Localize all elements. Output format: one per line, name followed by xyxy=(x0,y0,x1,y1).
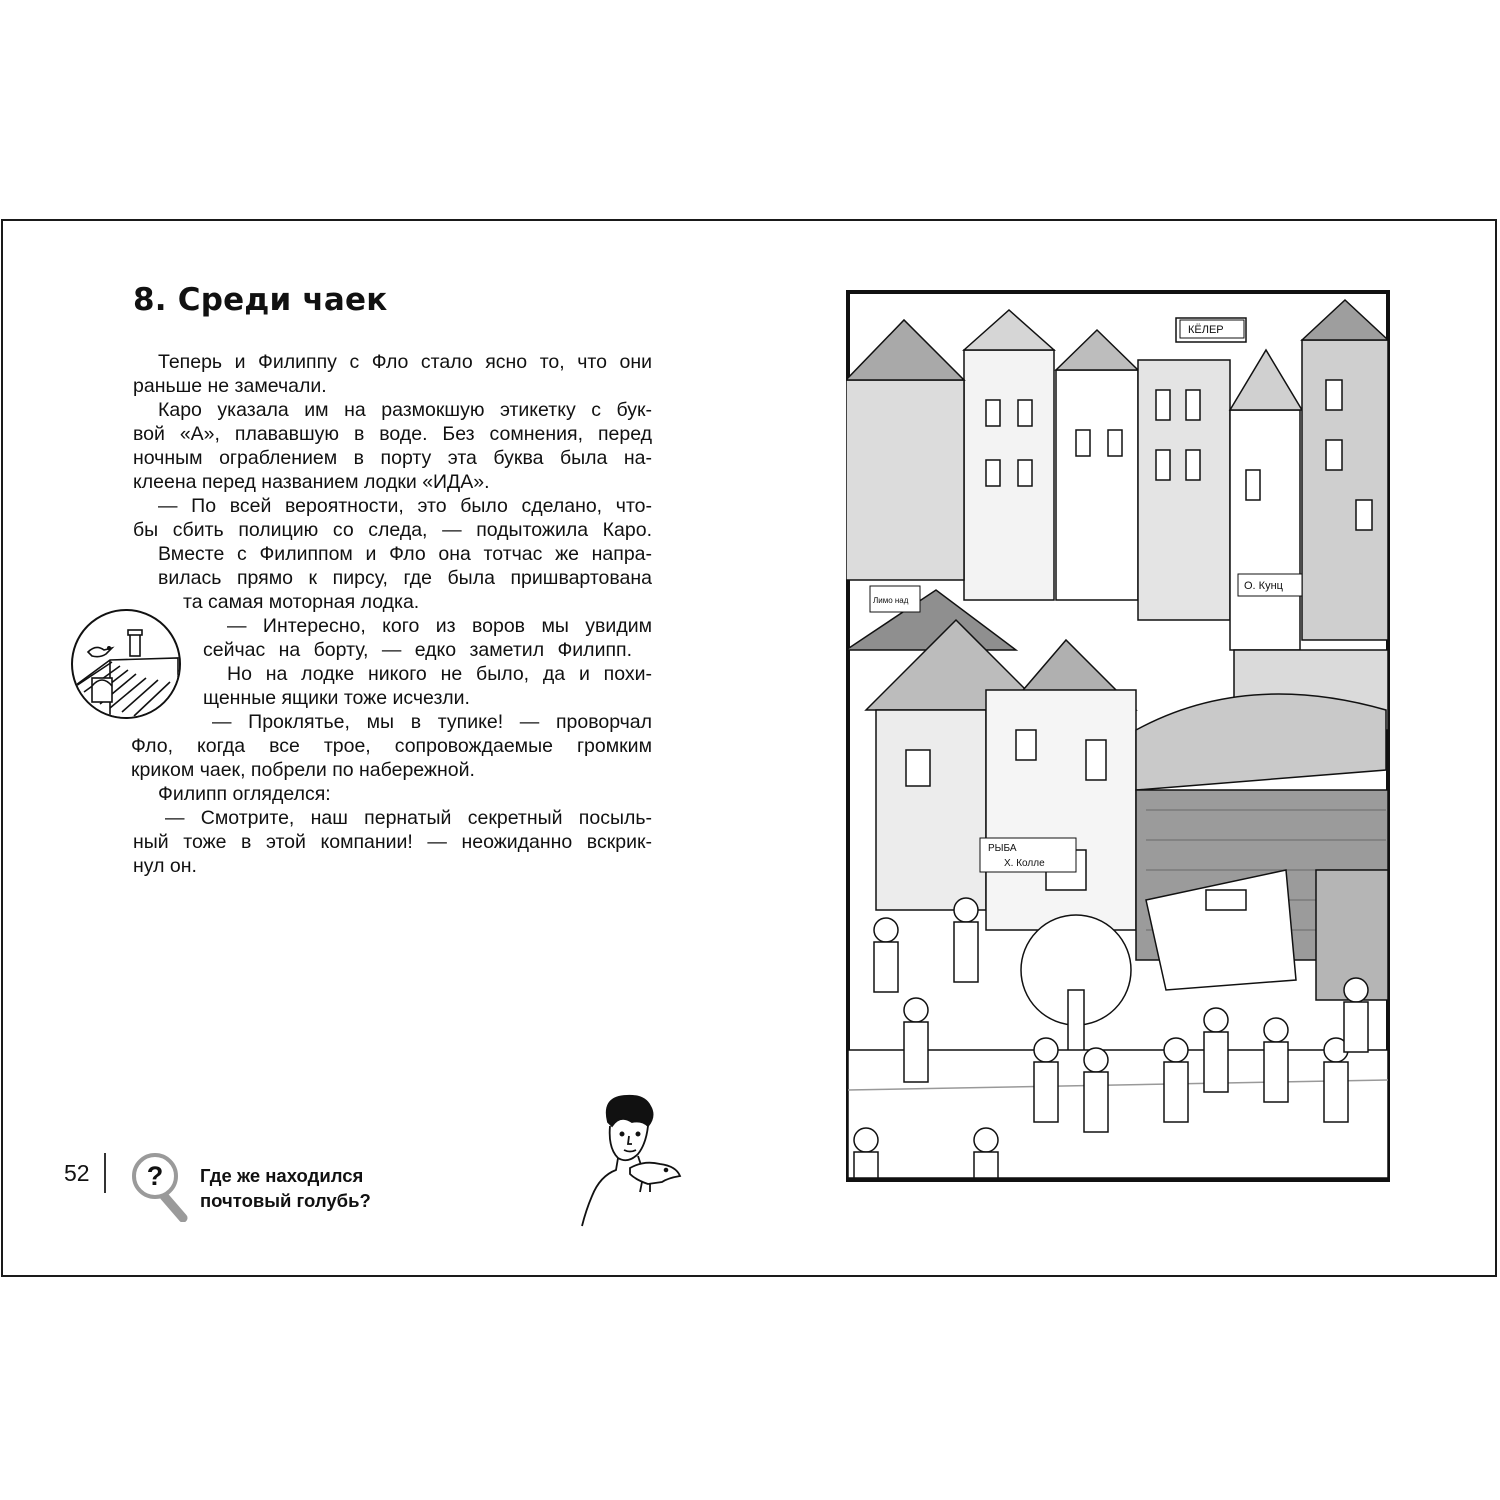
riddle-question-line-1: Где же находился xyxy=(200,1165,364,1186)
story-line: — По всей вероятности, это было сделано, что- xyxy=(158,495,652,517)
riddle-question xyxy=(200,1163,371,1213)
sign-limonad: Лимо над xyxy=(873,596,909,605)
story-line: та самая моторная лодка. xyxy=(183,591,420,613)
story-line: сейчас на борту, — едко заметил Филипп. xyxy=(203,639,632,661)
story-line: ночным ограблением в порту эта буква была на- xyxy=(133,447,652,469)
story-line: вой «А», плававшую в воде. Без сомнения, перед xyxy=(133,423,652,445)
story-line: Фло, когда все трое, сопровождаемые громким xyxy=(131,735,652,757)
chapter-title: 8. Среди чаек xyxy=(133,282,388,318)
story-line: — Смотрите, наш пернатый секретный посыль- xyxy=(165,807,652,829)
story-line: раньше не замечали. xyxy=(133,375,327,397)
svg-text:?: ? xyxy=(146,1161,164,1191)
story-line: клеена перед названием лодки «ИДА». xyxy=(133,471,490,493)
story-line: Каро указала им на размокшую этикетку с бук- xyxy=(158,399,652,421)
story-line: Филипп огляделся: xyxy=(158,783,331,805)
sign-keler: КЁЛЕР xyxy=(1188,324,1224,336)
story-line: Вместе с Филиппом и Фло она тотчас же напра- xyxy=(158,543,652,565)
page-number: 52 xyxy=(64,1160,90,1186)
town-canal-illustration xyxy=(846,290,1390,1182)
story-line: криком чаек, побрели по набережной. xyxy=(131,759,475,781)
story-line: ный тоже в этой компании! — неожиданно вскрик- xyxy=(133,831,652,853)
boy-with-pigeon-drawing xyxy=(572,1092,686,1228)
riddle-question-line-2: почтовый голубь? xyxy=(200,1190,371,1211)
story-line: — Проклятье, мы в тупике! — проворчал xyxy=(212,711,652,733)
story-line: — Интересно, кого из воров мы увидим xyxy=(227,615,652,637)
magnifier-question-icon xyxy=(131,1152,191,1222)
sign-kolle: Х. Колле xyxy=(1004,858,1045,869)
story-line: Теперь и Филиппу с Фло стало ясно то, что они xyxy=(158,351,652,373)
sign-ryba: РЫБА xyxy=(988,843,1017,854)
story-line: щенные ящики тоже исчезли. xyxy=(203,687,470,709)
sign-kunz: О. Кунц xyxy=(1244,580,1283,592)
story-line: вилась прямо к пирсу, где была пришвартована xyxy=(158,567,652,589)
page-number-divider xyxy=(104,1153,106,1193)
story-line: Но на лодке никого не было, да и похи- xyxy=(227,663,652,685)
roof-seagull-vignette xyxy=(70,608,182,720)
story-line: бы сбить полицию со следа, — подытожила Каро. xyxy=(133,519,652,541)
story-line: нул он. xyxy=(133,855,197,877)
